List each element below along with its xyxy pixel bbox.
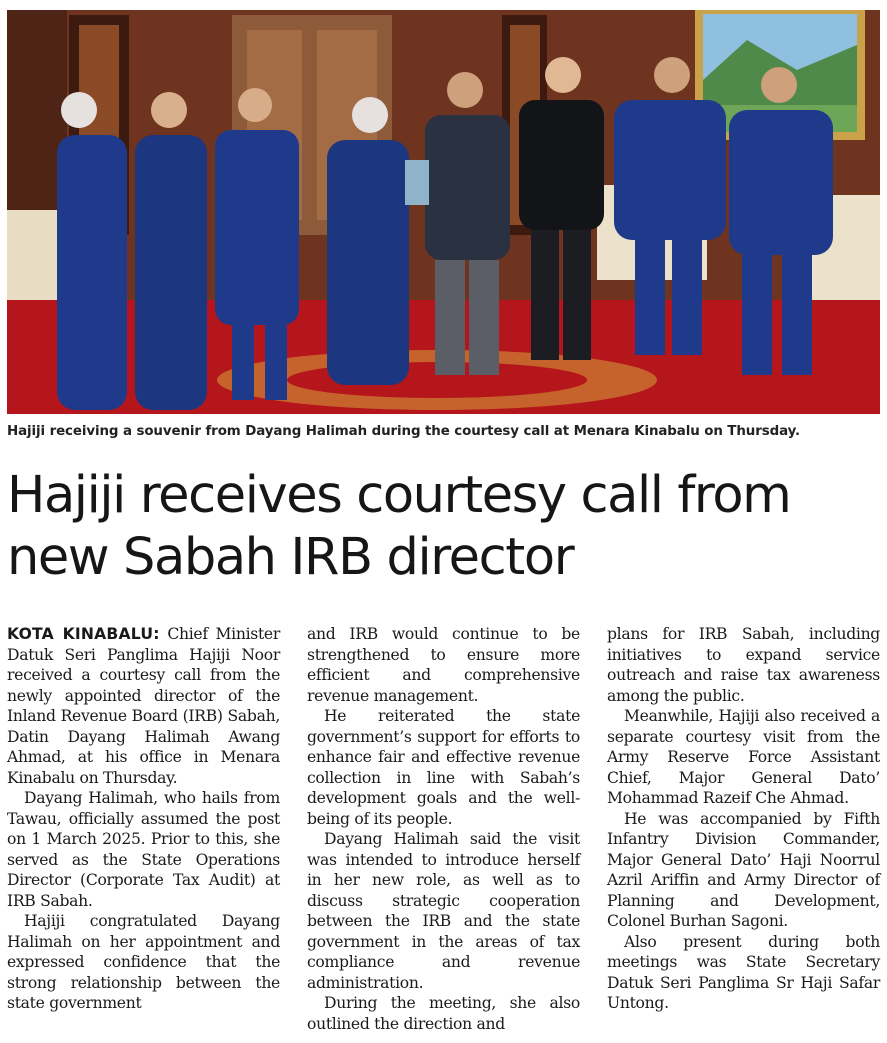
paragraph: KOTA KINABALU: Chief Minister Datuk Seri Panglima Hajiji Noor received a courtesy call from the newly appointed director of the Inland Revenue Board (IRB) Sabah, Datin Dayang Halimah Awang Ahmad, at his office in Menara Kinabalu on Thursday. (7, 625, 281, 787)
paragraph: Hajiji congratulated Dayang Halimah on her appointment and expressed confidence that the strong relationship between the state government (7, 912, 280, 1012)
paragraph: He reiterated the state government’s support for efforts to enhance fair and effective revenue collection in line with Sabah’s development goals and the well-being of its people. (307, 707, 580, 828)
paragraph: Dayang Halimah said the visit was intended to introduce herself in her new role, as well as to discuss strategic cooperation between the IRB and the state government in the areas of tax compliance and revenue administration. (307, 830, 580, 992)
paragraph: Also present during both meetings was State Secretary Datuk Seri Panglima Sr Haji Safar Untong. (607, 932, 880, 1012)
headline: Hajiji receives courtesy call from new Sabah IRB director (7, 466, 791, 587)
news-photo (7, 10, 880, 414)
dateline: KOTA KINABALU: (7, 625, 160, 643)
paragraph: He was accompanied by Fifth Infantry Division Commander, Major General Dato’ Haji Noorrul Azril Ariffin and Army Director of Planning and Development, Colonel Burhan Sagoni. (607, 809, 880, 930)
paragraph: and IRB would continue to be strengthened to ensure more efficient and comprehensive revenue management. (307, 625, 580, 705)
article-column-3 (607, 624, 880, 1039)
paragraph: plans for IRB Sabah, including initiatives to expand service outreach and raise tax awareness among the public. (607, 625, 880, 705)
souvenir-plaque (405, 160, 429, 205)
article-column-1 (7, 624, 280, 1039)
person-2 (135, 92, 207, 410)
person-1 (57, 92, 127, 410)
group-photo-illustration (7, 10, 880, 414)
photo-caption: Hajiji receiving a souvenir from Dayang Halimah during the courtesy call at Menara Kinabalu on Thursday. (7, 424, 800, 439)
article-body (7, 624, 880, 1039)
paragraph: During the meeting, she also outlined the direction and (307, 994, 580, 1033)
article-column-2 (307, 624, 580, 1039)
paragraph: Dayang Halimah, who hails from Tawau, officially assumed the post on 1 March 2025. Prior to this, she served as the State Operations Director (Corporate Tax Audit) at IRB Sabah. (7, 789, 280, 910)
paragraph: Meanwhile, Hajiji also received a separate courtesy visit from the Army Reserve Force Assistant Chief, Major General Dato’ Mohammad Razeif Che Ahmad. (607, 707, 880, 807)
